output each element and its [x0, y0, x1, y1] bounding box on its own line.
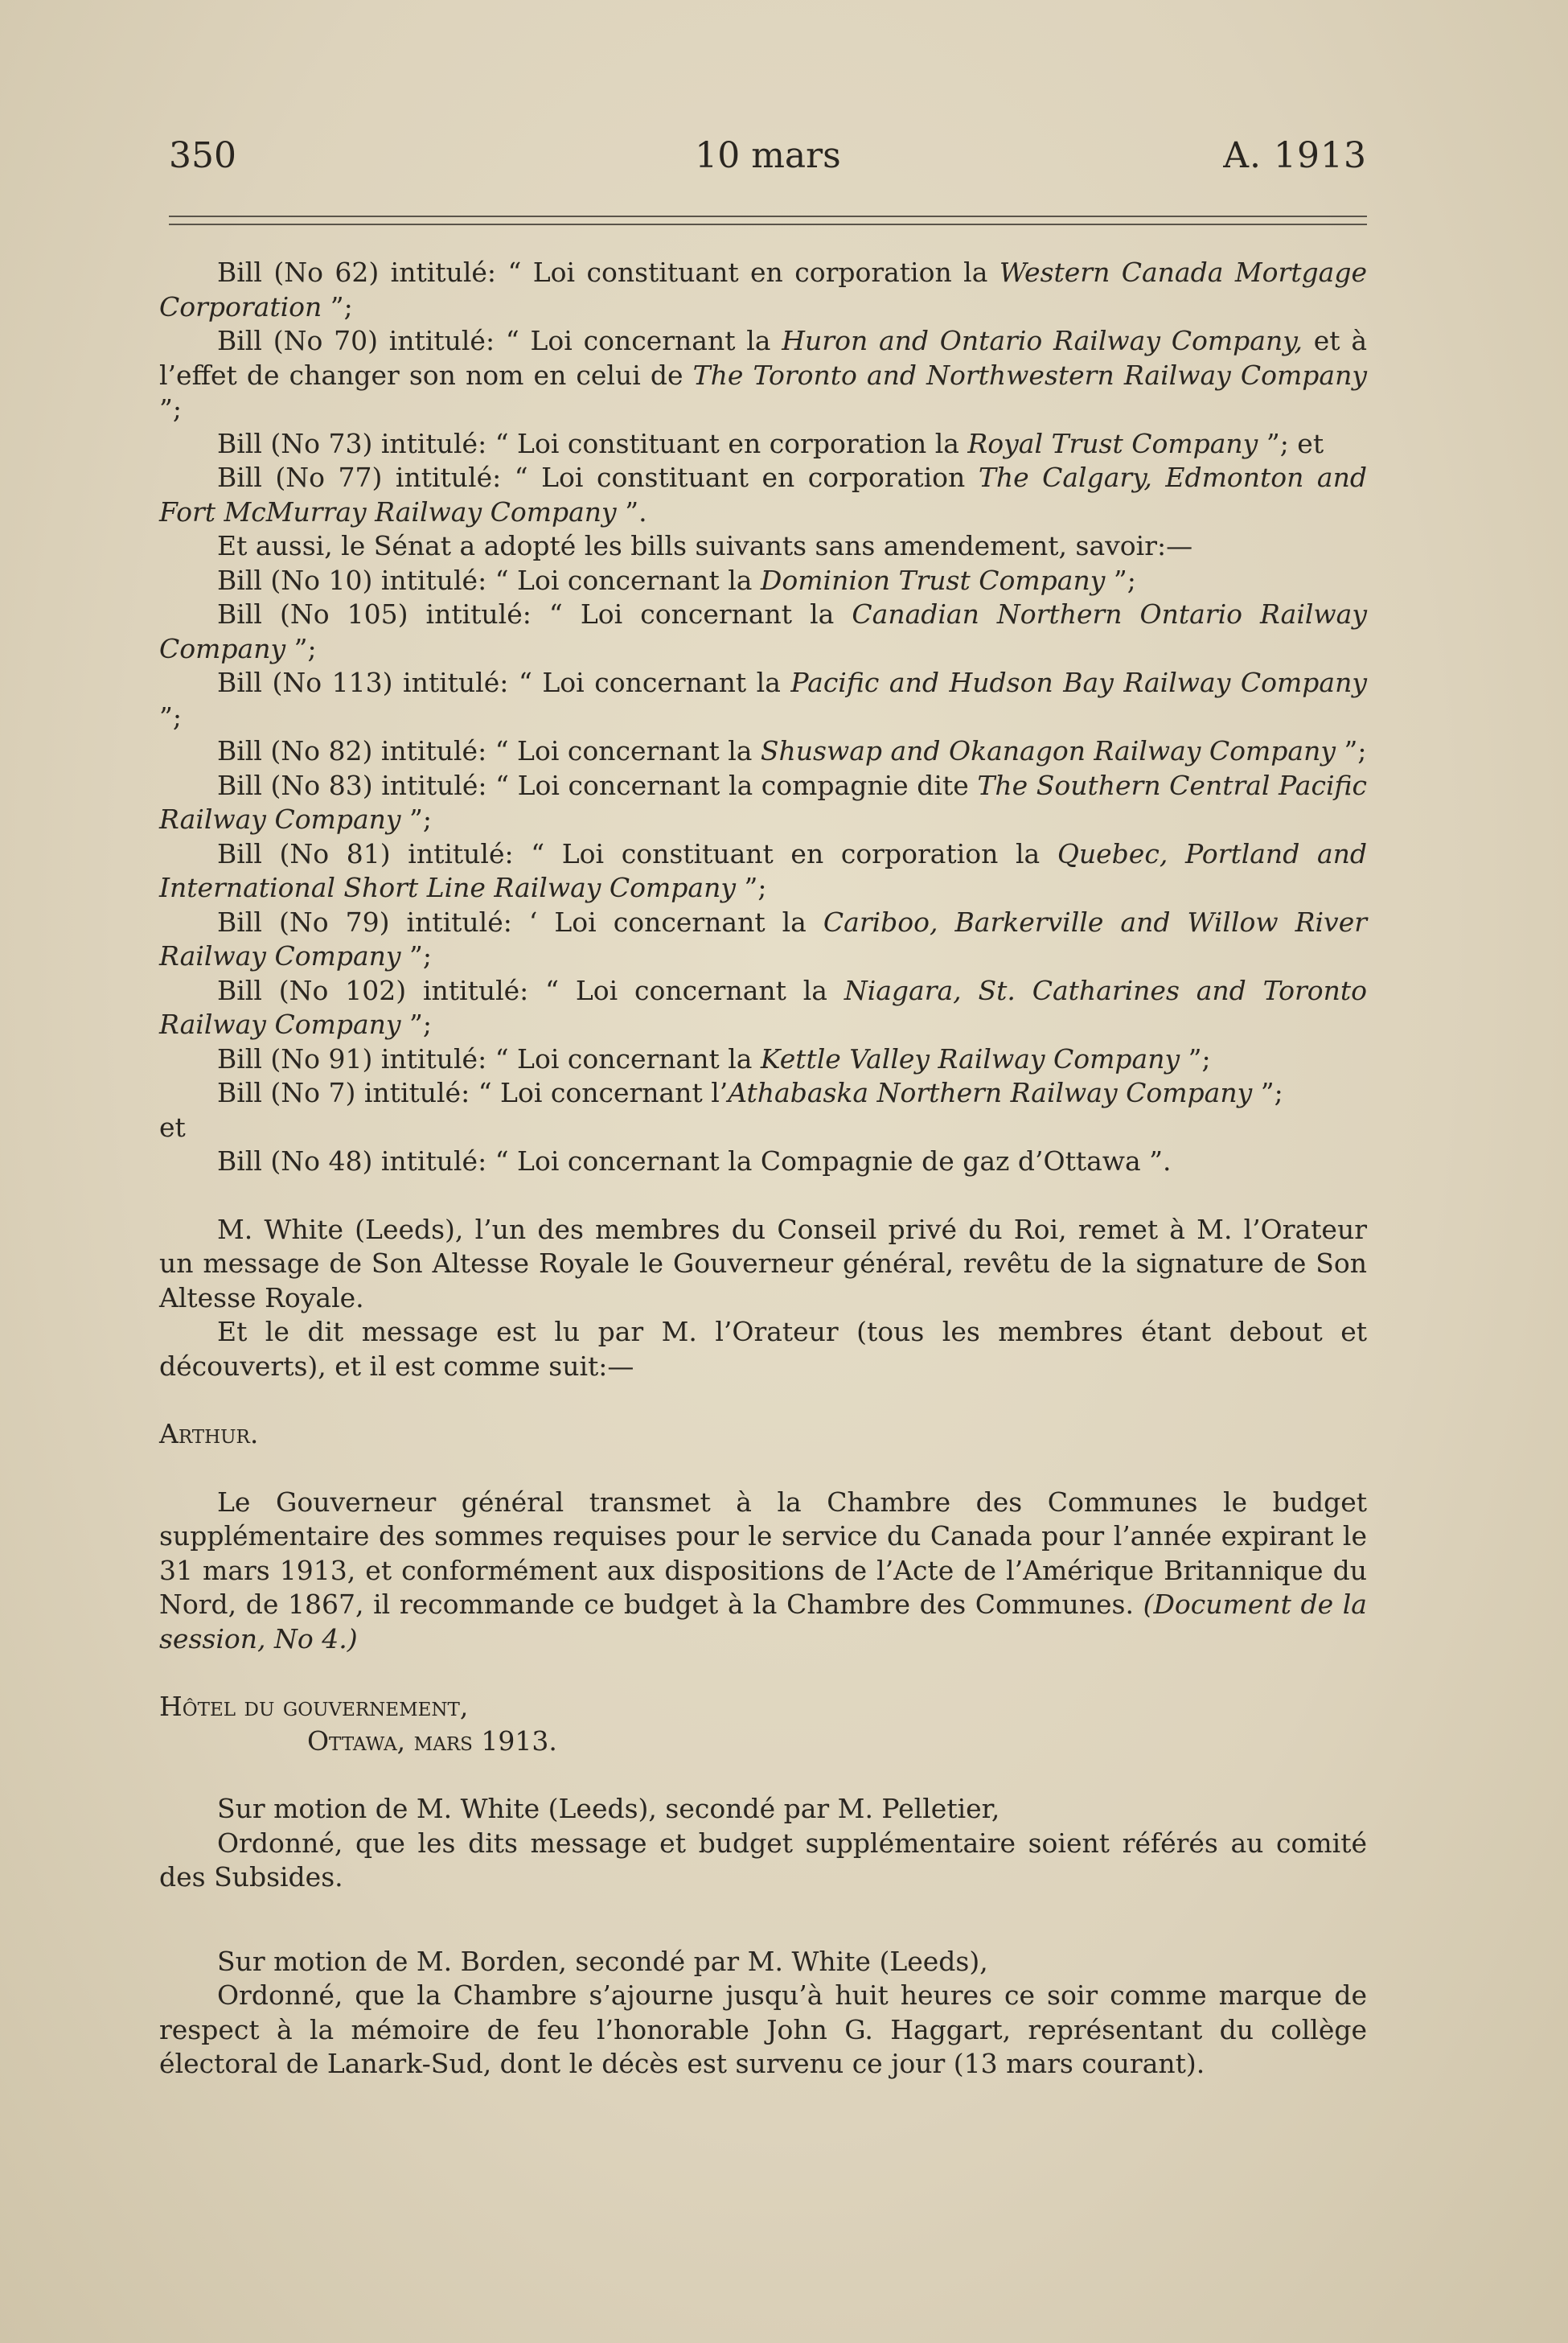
bill-entry: Bill (No 62) intitulé: “ Loi constituant en corporation la Western Canada Mortgage Corporation ”;: [159, 257, 1367, 323]
bill-entry: Bill (No 91) intitulé: “ Loi concernant la Kettle Valley Railway Company ”;: [217, 1042, 1211, 1075]
bill-entry: Bill (No 10) intitulé: “ Loi concernant la Dominion Trust Company ”;: [217, 564, 1136, 596]
bill-entry: Bill (No 77) intitulé: “ Loi constituant en corporation The Calgary, Edmonton and Fort McMurray Railway Company ”.: [159, 462, 1367, 528]
governor-message-paragraph: Le Gouverneur général transmet à la Chambre des Communes le budget supplémentaire des sommes requises pour le service du Canada pour l’année expirant le 31 mars 1913, et conformément aux dispositions de l’Acte de l’Amérique Britannique du Nord, de 1867, il recommande ce budget à la Chambre des Communes. (Document de la session, No 4.): [159, 1486, 1367, 1654]
motion-white: Sur motion de M. White (Leeds), secondé par M. Pelletier,: [217, 1793, 1000, 1824]
order-subsides: Ordonné, que les dits message et budget supplémentaire soient référés au comité des Subsides.: [159, 1827, 1367, 1893]
spacer: [159, 1895, 1367, 1945]
ottawa-date-line: Ottawa, mars 1913.: [307, 1724, 557, 1757]
motion-borden: Sur motion de M. Borden, secondé par M. White (Leeds),: [217, 1945, 988, 1977]
page-year: A. 1913: [1223, 135, 1367, 176]
bill-entry: Bill (No 102) intitulé: “ Loi concernant la Niagara, St. Catharines and Toronto Railway Company ”;: [159, 974, 1367, 1040]
bill-entry: Bill (No 81) intitulé: “ Loi constituant en corporation la Quebec, Portland and International Short Line Railway Company ”;: [159, 837, 1367, 903]
bill-entry: Bill (No 82) intitulé: “ Loi concernant la Shuswap and Okanagon Railway Company ”;: [217, 735, 1367, 767]
journal-body: [159, 256, 1367, 2082]
bill-entry: Bill (No 70) intitulé: “ Loi concernant la Huron and Ontario Railway Company, et à l’effet de changer son nom en celui de The Toronto and Northwestern Railway Company ”;: [159, 325, 1368, 425]
spacer: [159, 1452, 1367, 1486]
bill-entry: Bill (No 113) intitulé: “ Loi concernant la Pacific and Hudson Bay Railway Company ”;: [159, 667, 1367, 733]
spacer: [159, 1656, 1367, 1690]
page-header: [169, 135, 1367, 183]
message-read-paragraph: Et le dit message est lu par M. l’Orateur (tous les membres étant debout et découverts), et il est comme suit:—: [159, 1316, 1367, 1382]
page-date: 10 mars: [695, 135, 841, 176]
header-rule-top: [169, 216, 1367, 217]
order-adjourn: Ordonné, que la Chambre s’ajourne jusqu’à huit heures ce soir comme marque de respect à la mémoire de feu l’honorable John G. Haggart, représentant du collège électoral de Lanark-Sud, dont le décès est survenu ce jour (13 mars courant).: [159, 1979, 1367, 2079]
bill-entry: Bill (No 7) intitulé: “ Loi concernant l’Athabaska Northern Railway Company ”;: [217, 1077, 1283, 1108]
signature-arthur: Arthur.: [159, 1418, 259, 1449]
spacer: [159, 1383, 1367, 1417]
bill-entry: Bill (No 48) intitulé: “ Loi concernant la Compagnie de gaz d’Ottawa ”.: [217, 1145, 1172, 1177]
white-message-paragraph: M. White (Leeds), l’un des membres du Conseil privé du Roi, remet à M. l’Orateur un message de Son Altesse Royale le Gouverneur général, revêtu de la signature de Son Altesse Royale.: [159, 1213, 1367, 1313]
bill-entry: Bill (No 83) intitulé: “ Loi concernant la compagnie dite The Southern Central Pacific Railway Company ”;: [159, 769, 1367, 835]
senate-line: Et aussi, le Sénat a adopté les bills suivants sans amendement, savoir:—: [217, 530, 1193, 561]
spacer: [159, 1179, 1367, 1213]
spacer: [159, 1758, 1367, 1792]
bill-entry: Bill (No 105) intitulé: “ Loi concernant la Canadian Northern Ontario Railway Company ”;: [159, 598, 1367, 664]
et-line: et: [159, 1111, 186, 1143]
hotel-line: Hôtel du gouvernement,: [159, 1691, 469, 1722]
bill-entry: Bill (No 73) intitulé: “ Loi constituant en corporation la Royal Trust Company ”; et: [217, 427, 1324, 459]
header-rule-bottom: [169, 224, 1367, 225]
bill-entry: Bill (No 79) intitulé: ‘ Loi concernant la Cariboo, Barkerville and Willow River Railway Company ”;: [159, 906, 1367, 972]
page-number: 350: [169, 135, 236, 176]
